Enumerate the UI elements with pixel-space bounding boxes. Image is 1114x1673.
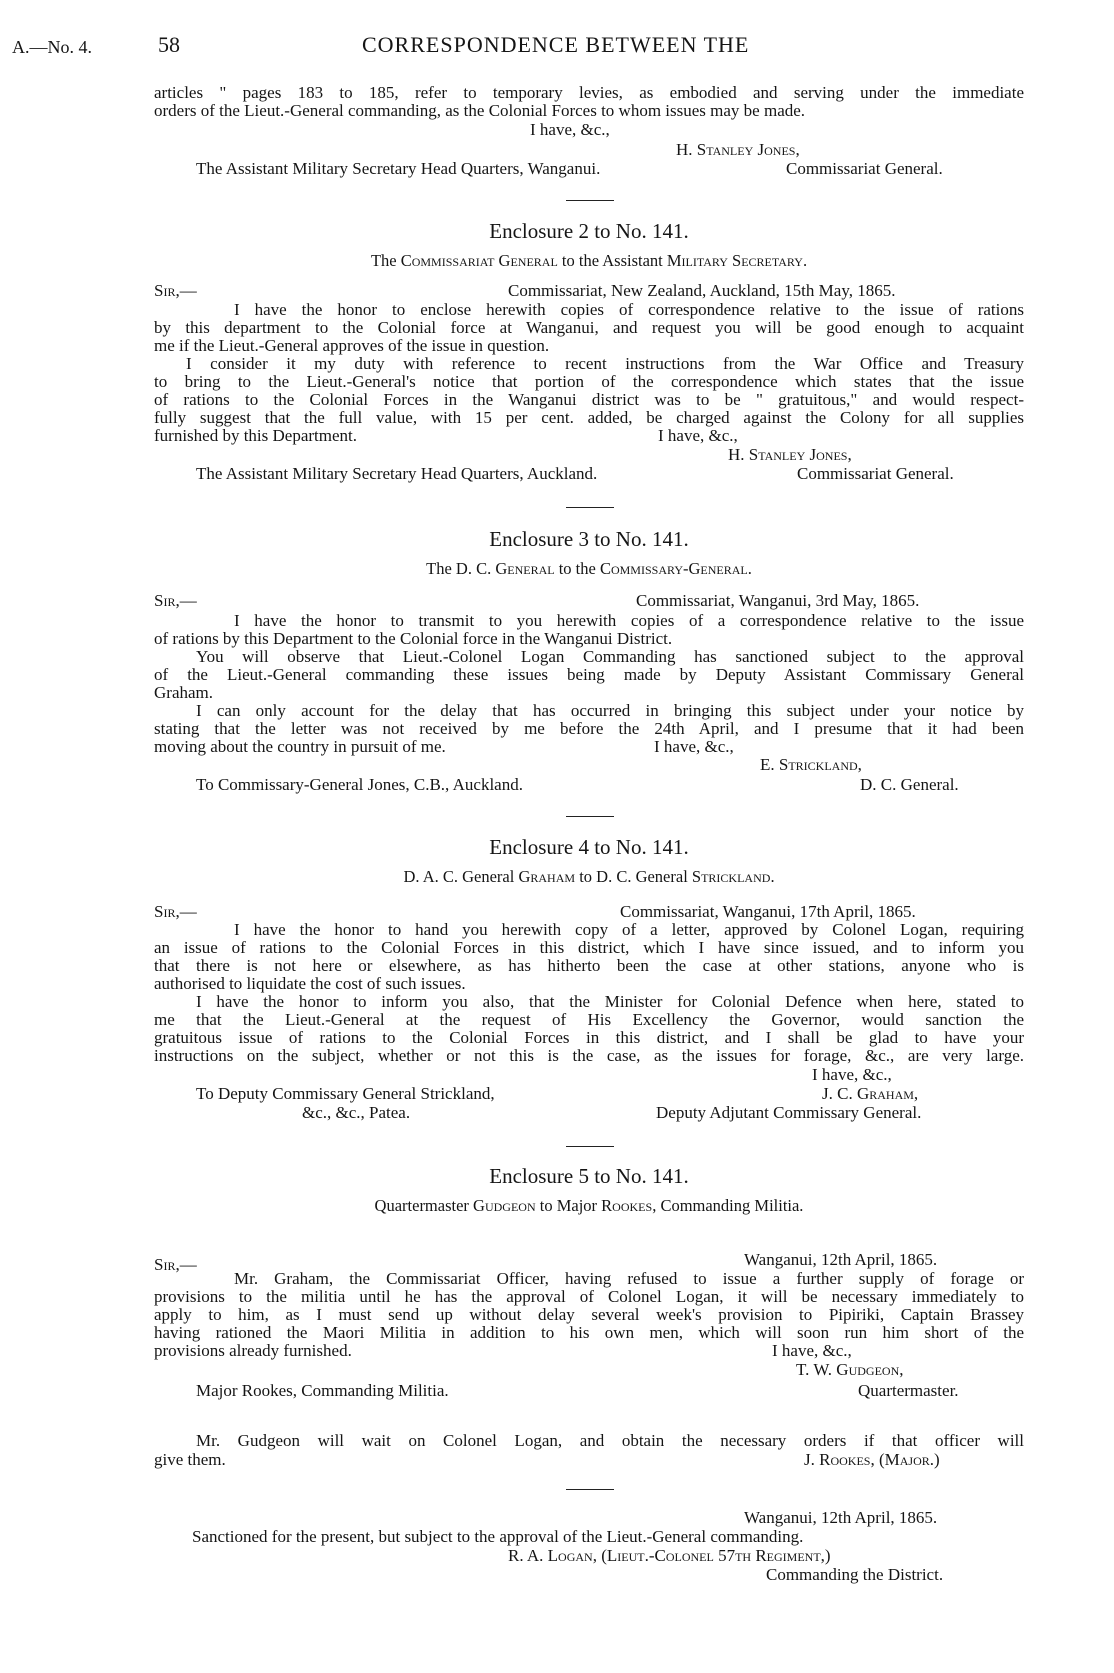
body-line: fully suggest that the full value, with 15 per cent. added, be charged against the Colony for all supplies	[154, 408, 1024, 427]
enclosure-subheading	[154, 559, 1024, 579]
signature: J. Rookes, (Major.)	[804, 1450, 940, 1469]
recipient-name: Strickland	[691, 867, 771, 886]
section-rule	[566, 507, 614, 508]
body-line: stating that the letter was not received by me before the 24th April, and I presume that it had been	[154, 719, 1024, 738]
recipient-name: Military Secretary	[666, 251, 803, 270]
closing: I have, &c.,	[772, 1341, 852, 1360]
enclosure-heading: Enclosure 4 to No. 141.	[489, 835, 689, 859]
subheading-part: .	[802, 251, 808, 270]
body-line: of rations by this Department to the Colonial force in the Wanganui District.	[154, 629, 673, 648]
addressee: To Commissary-General Jones, C.B., Auckland.	[196, 775, 523, 794]
salutation: Sir,—	[154, 591, 197, 610]
signature: E. Strickland,	[760, 755, 862, 774]
dateline: Wanganui, 12th April, 1865.	[744, 1508, 938, 1527]
body-line: an issue of rations to the Colonial Forces in this district, which I have since issued, and to inform you	[154, 938, 1024, 957]
enclosure-heading: Enclosure 2 to No. 141.	[489, 219, 689, 243]
subheading-part: to the Assistant	[557, 251, 667, 270]
body-line: I have the honor to inform you also, that the Minister for Colonial Defence when here, stated to	[196, 992, 1024, 1011]
document-reference: A.—No. 4.	[12, 37, 92, 57]
minute-line: give them.	[154, 1450, 226, 1469]
sender-name: Commissariat General	[400, 251, 558, 270]
subheading-part: .	[770, 867, 775, 886]
dateline: Commissariat, Wanganui, 3rd May, 1865.	[636, 591, 920, 610]
signatory-title: Commissariat General.	[786, 159, 943, 178]
body-line: gratuitous issue of rations to the Colonial Forces in this district, and I shall be glad to have your	[154, 1028, 1024, 1047]
sender-name: Gudgeon	[473, 1196, 536, 1215]
signatory-title: Quartermaster.	[858, 1381, 959, 1400]
signatory-title: D. C. General.	[860, 775, 959, 794]
addressee: The Assistant Military Secretary Head Quarters, Wanganui.	[196, 159, 601, 178]
salutation: Sir,—	[154, 281, 197, 300]
subheading-part: to Major	[535, 1196, 602, 1215]
enclosure-subheading	[154, 1196, 1024, 1216]
enclosure-subheading	[154, 867, 1024, 887]
body-line: I have the honor to transmit to you herewith copies of a correspondence relative to the issue	[234, 611, 1024, 630]
salutation: Sir,—	[154, 1255, 197, 1274]
signature: H. Stanley Jones,	[728, 445, 852, 464]
running-head: CORRESPONDENCE BETWEEN THE	[362, 32, 750, 57]
body-line: I have the honor to enclose herewith copies of correspondence relative to the issue of rations	[234, 300, 1024, 319]
addressee: Major Rookes, Commanding Militia.	[196, 1381, 449, 1400]
section-rule	[566, 1489, 614, 1490]
closing: I have, &c.,	[812, 1065, 892, 1084]
body-line: me that the Lieut.-General at the request of His Excellency the Governor, would sanction the	[154, 1010, 1024, 1029]
signature: J. C. Graham,	[822, 1084, 919, 1103]
dateline: Wanganui, 12th April, 1865.	[744, 1250, 938, 1269]
body-line: that there is not here or elsewhere, as has hitherto been the case at other stations, anyone who is	[154, 956, 1024, 975]
recipient-name: Rookes	[601, 1196, 653, 1215]
body-line: to bring to the Lieut.-General's notice that portion of the correspondence which states that the issue	[154, 372, 1024, 391]
subheading-part: to the	[554, 559, 600, 578]
salutation: Sir,—	[154, 902, 197, 921]
body-line: authorised to liquidate the cost of such issues.	[154, 974, 466, 993]
subheading-part: , Commanding Militia.	[652, 1196, 804, 1215]
enclosure-heading: Enclosure 3 to No. 141.	[489, 527, 689, 551]
body-line: provisions to the militia until he has the approval of Colonel Logan, it will be necessary immediately to	[154, 1287, 1024, 1306]
addressee-line-2: &c., &c., Patea.	[302, 1103, 411, 1122]
body-line: You will observe that Lieut.-Colonel Logan Commanding has sanctioned subject to the approval	[196, 647, 1024, 666]
signatory-title: Deputy Adjutant Commissary General.	[656, 1103, 922, 1122]
addressee: To Deputy Commissary General Strickland,	[196, 1084, 495, 1103]
body-line: Graham.	[154, 683, 214, 702]
minute-line: Mr. Gudgeon will wait on Colonel Logan, and obtain the necessary orders if that officer will	[196, 1431, 1024, 1450]
signatory-title: Commanding the District.	[766, 1565, 944, 1584]
body-line: furnished by this Department.	[154, 426, 358, 445]
signature: R. A. Logan, (Lieut.-Colonel 57th Regiment,)	[508, 1546, 831, 1565]
signature: T. W. Gudgeon,	[796, 1360, 904, 1379]
dateline: Commissariat, New Zealand, Auckland, 15th May, 1865.	[508, 281, 896, 300]
subheading-part: The	[370, 251, 401, 270]
signature: H. Stanley Jones,	[676, 140, 800, 159]
sender-name: General	[495, 559, 555, 578]
subheading-part: to D. C. General	[575, 867, 692, 886]
continued-letter-line: orders of the Lieut.-General commanding, as the Colonial Forces to whom issues may be made.	[154, 101, 806, 120]
closing: I have, &c.,	[654, 737, 734, 756]
continued-letter-line: articles " pages 183 to 185, refer to temporary levies, as embodied and serving under the immediate	[154, 83, 1024, 102]
enclosure-subheading	[154, 251, 1024, 271]
body-line: of the Lieut.-General commanding these issues being made by Deputy Assistant Commissary General	[154, 665, 1024, 684]
addressee: The Assistant Military Secretary Head Quarters, Auckland.	[196, 464, 598, 483]
closing: I have, &c.,	[658, 426, 738, 445]
subheading-part: Quartermaster	[374, 1196, 474, 1215]
closing: I have, &c.,	[530, 120, 610, 139]
section-rule	[566, 200, 614, 201]
body-line: I have the honor to hand you herewith copy of a letter, approved by Colonel Logan, requiring	[234, 920, 1024, 939]
minute-text: Sanctioned for the present, but subject to the approval of the Lieut.-General commanding.	[192, 1527, 804, 1546]
signatory-title: Commissariat General.	[797, 464, 954, 483]
subheading-part: D. A. C. General	[403, 867, 519, 886]
body-line: I can only account for the delay that has occurred in bringing this subject under your notice by	[196, 701, 1024, 720]
body-line: provisions already furnished.	[154, 1341, 352, 1360]
body-line: instructions on the subject, whether or not this is the case, as the issues for forage, &c., are very large.	[154, 1046, 1024, 1065]
body-line: apply to him, as I must send up without delay several week's provision to Pipiriki, Captain Brassey	[154, 1305, 1024, 1324]
enclosure-heading: Enclosure 5 to No. 141.	[489, 1164, 689, 1188]
sender-name: Graham	[518, 867, 576, 886]
body-line: I consider it my duty with reference to recent instructions from the War Office and Treasury	[186, 354, 1024, 373]
body-line: me if the Lieut.-General approves of the issue in question.	[154, 336, 550, 355]
section-rule	[566, 1146, 614, 1147]
body-line: of rations to the Colonial Forces in the Wanganui district was to be " gratuitous," and would respect-	[154, 390, 1024, 409]
subheading-part: The D. C.	[426, 559, 496, 578]
recipient-name: Commissary-General	[599, 559, 748, 578]
body-line: moving about the country in pursuit of me.	[154, 737, 446, 756]
body-line: having rationed the Maori Militia in addition to his own men, which will soon run him short of the	[154, 1323, 1024, 1342]
subheading-part: .	[747, 559, 752, 578]
page-number: 58	[158, 32, 180, 57]
body-line: by this department to the Colonial force at Wanganui, and request you will be good enough to acquaint	[154, 318, 1024, 337]
dateline: Commissariat, Wanganui, 17th April, 1865.	[620, 902, 916, 921]
section-rule	[566, 816, 614, 817]
body-line: Mr. Graham, the Commissariat Officer, having refused to issue a further supply of forage or	[234, 1269, 1024, 1288]
